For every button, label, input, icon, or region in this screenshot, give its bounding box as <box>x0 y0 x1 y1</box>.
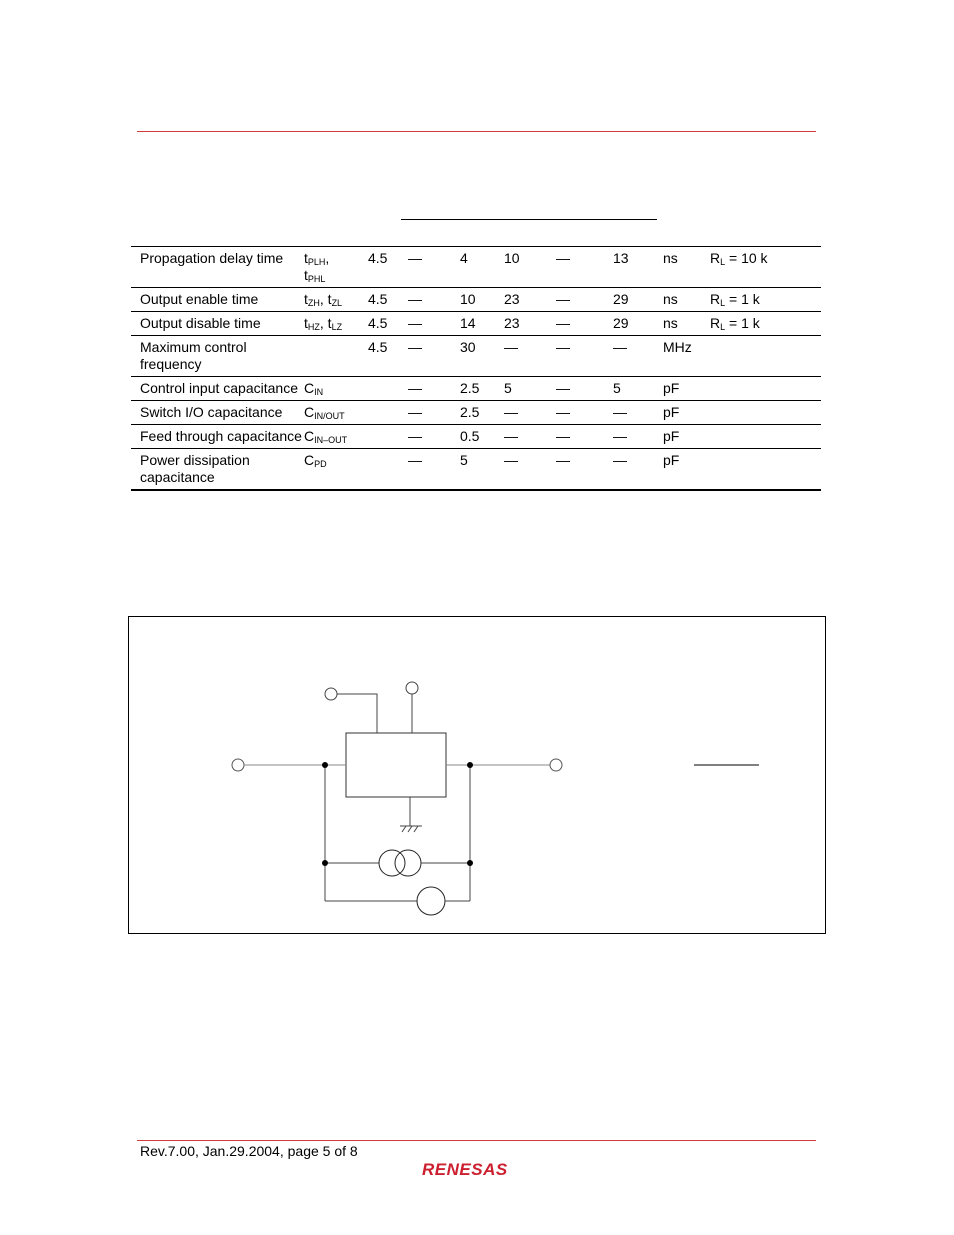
symbol-cell: $C_{PD}$ <box>304 449 368 491</box>
typ-value: 10 <box>460 288 504 312</box>
input-terminal <box>232 759 244 771</box>
max-value-2: 13 <box>613 247 663 288</box>
min-value-2: — <box>556 336 613 377</box>
meter-source <box>417 887 445 915</box>
parameter-name: Maximum control frequency <box>131 336 304 377</box>
vcc-value: 4.5 <box>368 312 408 336</box>
vcc-value <box>368 449 408 491</box>
unit: MHz <box>663 336 710 377</box>
max-value: — <box>504 425 556 449</box>
typ-value: 14 <box>460 312 504 336</box>
max-value-2: — <box>613 336 663 377</box>
max-value: — <box>504 336 556 377</box>
renesas-logo <box>422 1157 534 1186</box>
test-condition: $R_L = 1$ k <box>710 312 821 336</box>
max-value-2: 5 <box>613 377 663 401</box>
revision-footer: Rev.7.00, Jan.29.2004, page 5 of 8 <box>140 1143 358 1159</box>
min-value: — <box>408 312 460 336</box>
vcc-value: 4.5 <box>368 336 408 377</box>
min-value: — <box>408 247 460 288</box>
min-value-2: — <box>556 425 613 449</box>
typ-value: 5 <box>460 449 504 491</box>
table-row <box>131 288 821 312</box>
ground-hatch-1 <box>402 826 406 832</box>
parameter-name: Switch I/O capacitance <box>131 401 304 425</box>
symbol-subscript: IN/OUT <box>314 411 345 421</box>
symbol-cell: $t_{ZH}$, $t_{ZL}$ <box>304 288 368 312</box>
symbol-subscript: IN <box>314 387 324 397</box>
typ-value: 4 <box>460 247 504 288</box>
test-condition <box>710 449 821 491</box>
unit: pF <box>663 401 710 425</box>
control-wire <box>337 694 377 733</box>
symbol-subscript: PHL <box>307 274 326 284</box>
junction-dot <box>322 762 328 768</box>
test-condition: $R_L = 1$ k <box>710 288 821 312</box>
parameter-name: Output disable time <box>131 312 304 336</box>
test-circuit-figure <box>128 616 826 934</box>
unit: ns <box>663 312 710 336</box>
symbol-subscript: PLH <box>307 257 326 267</box>
symbol-cell: $C_{IN-OUT}$ <box>304 425 368 449</box>
unit: pF <box>663 377 710 401</box>
junction-dot <box>467 860 473 866</box>
symbol-cell: $C_{IN/OUT}$ <box>304 401 368 425</box>
min-value-2: — <box>556 401 613 425</box>
condition-subscript: L <box>720 322 726 332</box>
table-row <box>131 247 821 288</box>
typ-value: 2.5 <box>460 377 504 401</box>
max-value: 23 <box>504 288 556 312</box>
max-value: — <box>504 401 556 425</box>
ground-hatch-2 <box>408 826 412 832</box>
max-value-2: — <box>613 425 663 449</box>
min-value: — <box>408 336 460 377</box>
max-value-2: — <box>613 401 663 425</box>
vcc-terminal <box>406 682 418 694</box>
symbol-subscript: HZ <box>307 322 320 332</box>
header-rule <box>137 131 816 132</box>
test-condition: $R_L = 10$ k <box>710 247 821 288</box>
max-value: 5 <box>504 377 556 401</box>
switch-block <box>346 733 446 797</box>
test-condition <box>710 377 821 401</box>
max-value-2: 29 <box>613 312 663 336</box>
parameter-name: Propagation delay time <box>131 247 304 288</box>
min-value: — <box>408 449 460 491</box>
vcc-value <box>368 401 408 425</box>
min-value-2: — <box>556 377 613 401</box>
test-condition <box>710 336 821 377</box>
parameter-name: Feed through capacitance <box>131 425 304 449</box>
table-row <box>131 336 821 377</box>
condition-subscript: L <box>720 298 726 308</box>
parameter-name: Power dissipation capacitance <box>131 449 304 491</box>
parameter-name: Output enable time <box>131 288 304 312</box>
min-value: — <box>408 401 460 425</box>
max-value: 10 <box>504 247 556 288</box>
unit: ns <box>663 288 710 312</box>
symbol-subscript: LZ <box>331 322 343 332</box>
max-value: — <box>504 449 556 491</box>
symbol-cell: $C_{IN}$ <box>304 377 368 401</box>
vcc-value <box>368 425 408 449</box>
junction-dot <box>322 860 328 866</box>
vcc-value: 4.5 <box>368 247 408 288</box>
max-value-2: — <box>613 449 663 491</box>
ground-hatch-3 <box>414 826 418 832</box>
test-circuit-diagram <box>129 617 825 933</box>
ac-characteristics-table <box>131 246 821 491</box>
max-value-2: 29 <box>613 288 663 312</box>
condition-subscript: L <box>720 257 726 267</box>
symbol-subscript: PD <box>314 459 327 469</box>
symbol-subscript: ZH <box>307 298 320 308</box>
typ-value: 2.5 <box>460 401 504 425</box>
transformer-coil-right <box>395 850 421 876</box>
vcc-value <box>368 377 408 401</box>
output-terminal <box>550 759 562 771</box>
min-value: — <box>408 425 460 449</box>
symbol-cell <box>304 336 368 377</box>
min-value-2: — <box>556 449 613 491</box>
min-value-2: — <box>556 312 613 336</box>
typ-value: 0.5 <box>460 425 504 449</box>
vcc-value: 4.5 <box>368 288 408 312</box>
svg-text:RENESAS: RENESAS <box>422 1160 508 1179</box>
min-value: — <box>408 377 460 401</box>
table-row <box>131 401 821 425</box>
unit: pF <box>663 425 710 449</box>
table-row <box>131 425 821 449</box>
parameter-name: Control input capacitance <box>131 377 304 401</box>
symbol-cell: $t_{HZ}$, $t_{LZ}$ <box>304 312 368 336</box>
min-value: — <box>408 288 460 312</box>
table-row <box>131 312 821 336</box>
unit: ns <box>663 247 710 288</box>
junction-dot <box>467 762 473 768</box>
min-value-2: — <box>556 288 613 312</box>
symbol-subscript: ZL <box>331 298 343 308</box>
max-value: 23 <box>504 312 556 336</box>
test-condition <box>710 425 821 449</box>
footer-rule <box>137 1140 816 1141</box>
table-heading-underline <box>401 219 657 220</box>
typ-value: 30 <box>460 336 504 377</box>
table-row <box>131 377 821 401</box>
control-terminal <box>325 688 337 700</box>
table-row <box>131 449 821 491</box>
transformer-coil-left <box>379 850 405 876</box>
symbol-subscript: IN–OUT <box>314 435 348 445</box>
min-value-2: — <box>556 247 613 288</box>
test-condition <box>710 401 821 425</box>
unit: pF <box>663 449 710 491</box>
symbol-cell: $t_{PLH}$, $t_{PHL}$ <box>304 247 368 288</box>
